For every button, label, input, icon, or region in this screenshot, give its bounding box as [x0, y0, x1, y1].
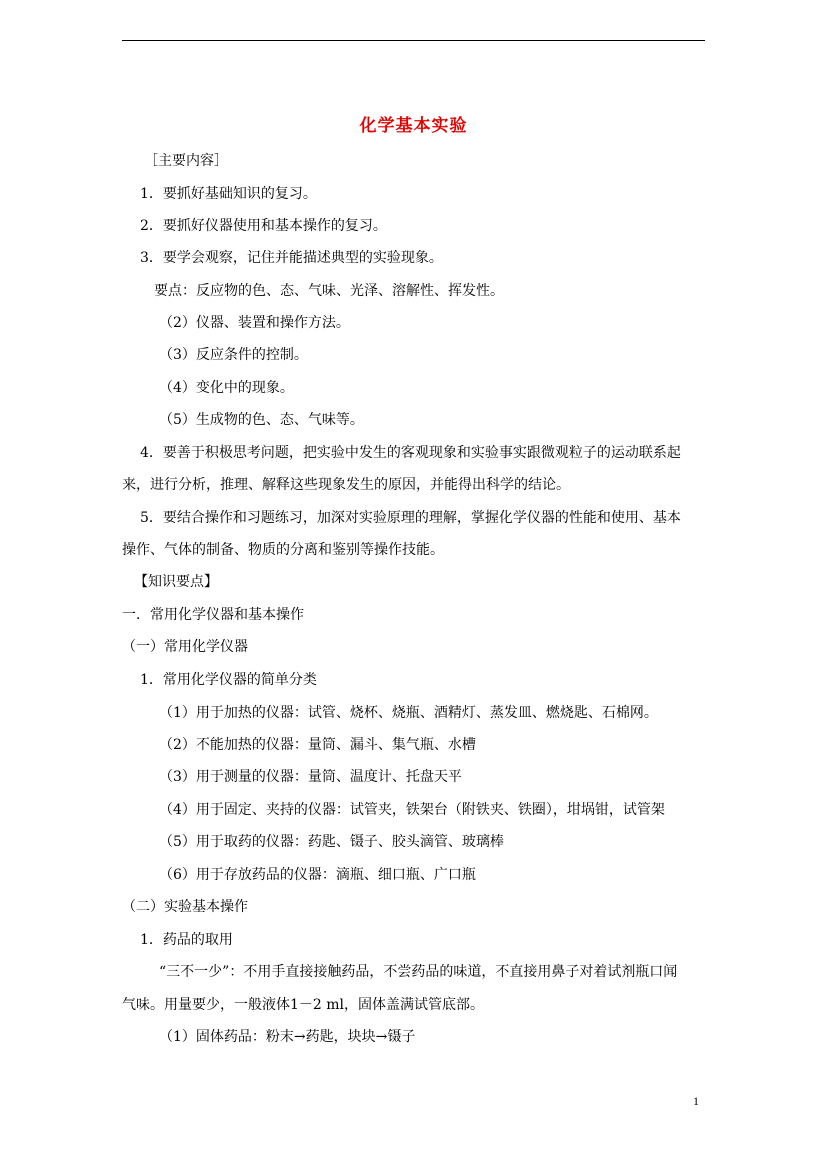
section-heading-main-content: ［主要内容］	[144, 153, 228, 169]
list-item: 3．要学会观察，记住并能描述典型的实验现象。	[140, 250, 443, 266]
list-item: 5．要结合操作和习题练习，加深对实验原理的理解，掌握化学仪器的性能和使用、基本	[140, 510, 681, 526]
list-item: （2）不能加热的仪器：量筒、漏斗、集气瓶、水槽	[159, 737, 476, 753]
subsection-heading: （二）实验基本操作	[122, 899, 248, 915]
list-item: （3）用于测量的仪器：量筒、温度计、托盘天平	[159, 769, 462, 785]
paragraph-line: 操作、气体的制备、物质的分离和鉴别等操作技能。	[122, 542, 444, 558]
paragraph-line: 要点：反应物的色、态、气味、光泽、溶解性、挥发性。	[154, 283, 504, 299]
list-item: （2）仪器、装置和操作方法。	[159, 315, 350, 331]
list-item: （3）反应条件的控制。	[159, 347, 308, 363]
section-heading-knowledge-points: 【知识要点】	[134, 574, 218, 590]
list-item: （4）变化中的现象。	[159, 380, 294, 396]
list-item: （1）用于加热的仪器：试管、烧杯、烧瓶、酒精灯、蒸发皿、燃烧匙、石棉网。	[159, 705, 658, 721]
list-item: （5）生成物的色、态、气味等。	[159, 412, 364, 428]
section-heading: 一．常用化学仪器和基本操作	[122, 607, 304, 623]
page-title: 化学基本实验	[359, 116, 468, 136]
header-rule	[122, 40, 705, 41]
list-item: 1．药品的取用	[140, 932, 233, 948]
list-item: （1）固体药品：粉末→药匙，块块→镊子	[159, 1029, 416, 1045]
paragraph-line: 气味。用量要少，一般液体1－2 ml，固体盖满试管底部。	[122, 997, 485, 1013]
page-number: 1	[693, 1094, 699, 1108]
subsection-heading: （一）常用化学仪器	[122, 639, 248, 655]
list-item: 1．常用化学仪器的简单分类	[140, 672, 317, 688]
list-item: 4．要善于积极思考问题，把实验中发生的客观现象和实验事实跟微观粒子的运动联系起	[140, 445, 681, 461]
list-item: （6）用于存放药品的仪器：滴瓶、细口瓶、广口瓶	[159, 867, 476, 883]
paragraph-line: “三不一少”：不用手直接接触药品，不尝药品的味道，不直接用鼻子对着试剂瓶口闻	[159, 964, 678, 980]
list-item: （4）用于固定、夹持的仪器：试管夹，铁架台（附铁夹、铁圈），坩埚钳，试管架	[159, 802, 665, 818]
list-item: （5）用于取药的仪器：药匙、镊子、胶头滴管、玻璃棒	[159, 834, 504, 850]
list-item: 2．要抓好仪器使用和基本操作的复习。	[140, 218, 387, 234]
paragraph-line: 来，进行分析，推理、解释这些现象发生的原因，并能得出科学的结论。	[122, 477, 570, 493]
list-item: 1．要抓好基础知识的复习。	[140, 186, 317, 202]
